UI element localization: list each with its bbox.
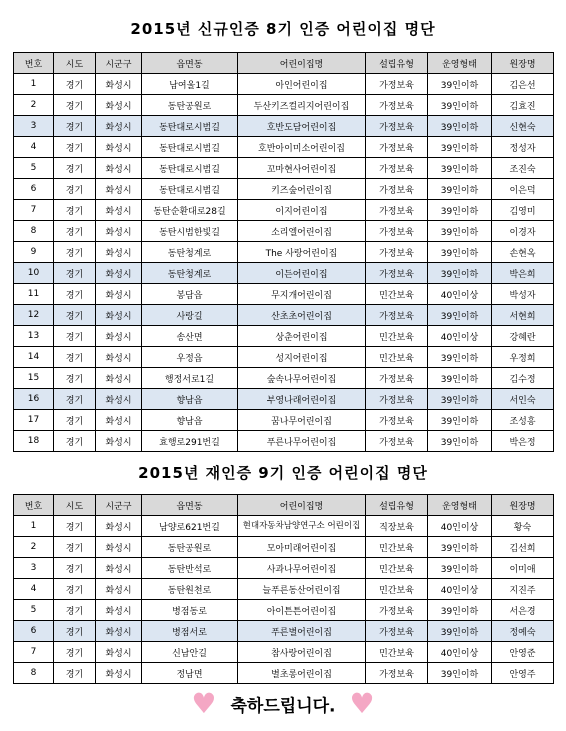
cell-director-name: 황숙 [492,516,554,537]
cell-director-name: 김수정 [492,368,554,389]
table-header-row [14,495,554,516]
cell-city: 화성시 [96,663,142,684]
cell-district: 송산면 [142,326,238,347]
header-founding-type: 설립유형 [366,53,428,74]
cell-founding-type: 가정보육 [366,621,428,642]
cell-director-name: 우정희 [492,347,554,368]
cell-daycare-name: 소리엘어린이집 [238,221,366,242]
cell-operation-type: 39인이하 [428,95,492,116]
cell-director-name: 서은경 [492,600,554,621]
cell-director-name: 조성흥 [492,410,554,431]
cell-number: 11 [14,284,54,305]
table-row [14,137,554,158]
cell-number: 5 [14,158,54,179]
cell-district: 동탄순환대로28길 [142,200,238,221]
cell-number: 7 [14,200,54,221]
cell-founding-type: 가정보육 [366,116,428,137]
cell-number: 14 [14,347,54,368]
cell-number: 3 [14,116,54,137]
table-row [14,368,554,389]
cell-director-name: 안영주 [492,663,554,684]
cell-founding-type: 직장보육 [366,516,428,537]
cell-province: 경기 [54,537,96,558]
header-province: 시도 [54,495,96,516]
cell-director-name: 강혜란 [492,326,554,347]
cell-director-name: 서인숙 [492,389,554,410]
cell-director-name: 박은정 [492,431,554,452]
cell-operation-type: 39인이하 [428,368,492,389]
cell-province: 경기 [54,389,96,410]
cell-operation-type: 39인이하 [428,242,492,263]
cell-founding-type: 가정보육 [366,263,428,284]
cell-district: 효행로291번길 [142,431,238,452]
cell-city: 화성시 [96,284,142,305]
cell-number: 4 [14,579,54,600]
cell-province: 경기 [54,579,96,600]
cell-province: 경기 [54,663,96,684]
cell-director-name: 이미애 [492,558,554,579]
cell-operation-type: 39인이하 [428,389,492,410]
cell-province: 경기 [54,137,96,158]
cell-number: 1 [14,516,54,537]
cell-province: 경기 [54,347,96,368]
cell-district: 동탄원천로 [142,579,238,600]
cell-founding-type: 민간보육 [366,579,428,600]
cell-district: 병점동로 [142,600,238,621]
header-city: 시군구 [96,495,142,516]
cell-district: 동탄대로시범길 [142,158,238,179]
heart-icon: ♥ [349,687,375,720]
cell-city: 화성시 [96,600,142,621]
cell-founding-type: 민간보육 [366,537,428,558]
cell-operation-type: 40인이상 [428,284,492,305]
header-director-name: 원장명 [492,53,554,74]
cell-city: 화성시 [96,179,142,200]
table-row [14,74,554,95]
cell-district: 향남읍 [142,410,238,431]
table-row [14,600,554,621]
table-row [14,305,554,326]
cell-district: 향남읍 [142,389,238,410]
cell-city: 화성시 [96,579,142,600]
cell-daycare-name: 푸른나무어린이집 [238,431,366,452]
table-row [14,537,554,558]
cell-operation-type: 39인이하 [428,600,492,621]
cell-founding-type: 가정보육 [366,410,428,431]
cell-city: 화성시 [96,516,142,537]
cell-number: 7 [14,642,54,663]
cell-province: 경기 [54,95,96,116]
cell-director-name: 조진숙 [492,158,554,179]
cell-district: 신남안길 [142,642,238,663]
footer-congratulations [0,687,566,720]
cell-province: 경기 [54,431,96,452]
header-daycare-name: 어린이집명 [238,53,366,74]
cell-province: 경기 [54,116,96,137]
cell-daycare-name: 두산키즈컬리지어린이집 [238,95,366,116]
cell-city: 화성시 [96,410,142,431]
cell-number: 16 [14,389,54,410]
cell-operation-type: 40인이상 [428,642,492,663]
cell-number: 1 [14,74,54,95]
cell-operation-type: 39인이하 [428,663,492,684]
cell-province: 경기 [54,242,96,263]
cell-daycare-name: 모아미래어린이집 [238,537,366,558]
cell-operation-type: 39인이하 [428,74,492,95]
table-row [14,158,554,179]
cell-operation-type: 39인이하 [428,431,492,452]
cell-province: 경기 [54,558,96,579]
cell-district: 동탄대로시범길 [142,137,238,158]
heart-icon: ♥ [191,687,217,720]
cell-operation-type: 39인이하 [428,137,492,158]
cell-city: 화성시 [96,347,142,368]
cell-operation-type: 39인이하 [428,621,492,642]
cell-daycare-name: The 사랑어린이집 [238,242,366,263]
cell-founding-type: 가정보육 [366,600,428,621]
cell-district: 동탄청계로 [142,242,238,263]
header-city: 시군구 [96,53,142,74]
header-director-name: 원장명 [492,495,554,516]
cell-number: 2 [14,95,54,116]
cell-founding-type: 민간보육 [366,284,428,305]
cell-founding-type: 가정보육 [366,663,428,684]
cell-district: 봉담읍 [142,284,238,305]
cell-director-name: 김영미 [492,200,554,221]
cell-number: 12 [14,305,54,326]
cell-daycare-name: 호반도담어린이집 [238,116,366,137]
cell-director-name: 서현희 [492,305,554,326]
cell-province: 경기 [54,368,96,389]
cell-number: 6 [14,621,54,642]
cell-director-name: 신현숙 [492,116,554,137]
cell-province: 경기 [54,410,96,431]
cell-founding-type: 가정보육 [366,200,428,221]
cell-daycare-name: 푸른별어린이집 [238,621,366,642]
cell-daycare-name: 꼬마현사어린이집 [238,158,366,179]
cell-province: 경기 [54,158,96,179]
title-re-certification: 2015년 재인증 9기 인증 어린이집 명단 [138,464,428,482]
header-number: 번호 [14,495,54,516]
cell-city: 화성시 [96,137,142,158]
cell-daycare-name: 참사랑어린이집 [238,642,366,663]
table-row [14,558,554,579]
cell-daycare-name: 이지어린이집 [238,200,366,221]
cell-operation-type: 39인이하 [428,263,492,284]
cell-operation-type: 40인이상 [428,326,492,347]
table-row [14,263,554,284]
cell-founding-type: 가정보육 [366,137,428,158]
cell-province: 경기 [54,263,96,284]
cell-founding-type: 가정보육 [366,221,428,242]
cell-director-name: 지진주 [492,579,554,600]
cell-founding-type: 가정보육 [366,305,428,326]
cell-daycare-name: 상춘어린이집 [238,326,366,347]
cell-operation-type: 39인이하 [428,410,492,431]
cell-district: 남여울1길 [142,74,238,95]
header-number: 번호 [14,53,54,74]
cell-number: 4 [14,137,54,158]
cell-city: 화성시 [96,200,142,221]
table-header-row [14,53,554,74]
cell-district: 동탄반석로 [142,558,238,579]
cell-number: 13 [14,326,54,347]
cell-daycare-name: 숲속나무어린이집 [238,368,366,389]
table-row [14,284,554,305]
cell-district: 정남면 [142,663,238,684]
re-certification-table [13,494,554,684]
cell-daycare-name: 성지어린이집 [238,347,366,368]
new-certification-table [13,52,554,452]
cell-city: 화성시 [96,242,142,263]
cell-daycare-name: 아이튼튼어린이집 [238,600,366,621]
cell-city: 화성시 [96,221,142,242]
cell-operation-type: 39인이하 [428,221,492,242]
table-row [14,221,554,242]
cell-city: 화성시 [96,305,142,326]
cell-founding-type: 가정보육 [366,74,428,95]
cell-city: 화성시 [96,74,142,95]
cell-daycare-name: 현대자동차남양연구소 어린이집 [238,516,366,537]
cell-province: 경기 [54,326,96,347]
cell-director-name: 안영준 [492,642,554,663]
cell-operation-type: 40인이상 [428,516,492,537]
cell-daycare-name: 아인어린이집 [238,74,366,95]
table-row [14,347,554,368]
cell-district: 남양로621번길 [142,516,238,537]
table-row [14,579,554,600]
cell-city: 화성시 [96,537,142,558]
cell-city: 화성시 [96,116,142,137]
footer-text: 축하드립니다. [230,696,336,717]
cell-founding-type: 민간보육 [366,326,428,347]
cell-director-name: 박은희 [492,263,554,284]
cell-daycare-name: 사과나무어린이집 [238,558,366,579]
cell-daycare-name: 이든어린이집 [238,263,366,284]
cell-district: 동탄시범한빛길 [142,221,238,242]
cell-province: 경기 [54,179,96,200]
cell-district: 동탄청계로 [142,263,238,284]
table-row [14,389,554,410]
header-province: 시도 [54,53,96,74]
header-district: 읍면동 [142,495,238,516]
cell-province: 경기 [54,621,96,642]
cell-district: 사랑길 [142,305,238,326]
cell-district: 동탄공원로 [142,95,238,116]
cell-operation-type: 39인이하 [428,200,492,221]
cell-city: 화성시 [96,158,142,179]
cell-province: 경기 [54,516,96,537]
cell-number: 17 [14,410,54,431]
header-operation-type: 운영형태 [428,53,492,74]
cell-director-name: 정예숙 [492,621,554,642]
cell-operation-type: 39인이하 [428,305,492,326]
cell-operation-type: 39인이하 [428,537,492,558]
cell-city: 화성시 [96,558,142,579]
cell-number: 18 [14,431,54,452]
cell-director-name: 김은선 [492,74,554,95]
cell-director-name: 김선희 [492,537,554,558]
table-row [14,410,554,431]
cell-province: 경기 [54,600,96,621]
cell-director-name: 손현옥 [492,242,554,263]
cell-founding-type: 민간보육 [366,347,428,368]
cell-city: 화성시 [96,326,142,347]
cell-number: 6 [14,179,54,200]
cell-city: 화성시 [96,263,142,284]
cell-director-name: 이은덕 [492,179,554,200]
cell-founding-type: 가정보육 [366,158,428,179]
cell-operation-type: 39인이하 [428,116,492,137]
cell-operation-type: 39인이하 [428,558,492,579]
cell-daycare-name: 산초초어린이집 [238,305,366,326]
table-row [14,621,554,642]
table-row [14,431,554,452]
cell-operation-type: 39인이하 [428,158,492,179]
cell-daycare-name: 키즈숲어린이집 [238,179,366,200]
header-operation-type: 운영형태 [428,495,492,516]
cell-founding-type: 가정보육 [366,368,428,389]
cell-city: 화성시 [96,621,142,642]
cell-district: 행정서로1길 [142,368,238,389]
cell-founding-type: 가정보육 [366,95,428,116]
cell-daycare-name: 별초롱어린이집 [238,663,366,684]
cell-operation-type: 39인이하 [428,179,492,200]
cell-daycare-name: 늘푸른동산어린이집 [238,579,366,600]
table-row [14,116,554,137]
cell-district: 우정읍 [142,347,238,368]
cell-city: 화성시 [96,642,142,663]
header-daycare-name: 어린이집명 [238,495,366,516]
cell-daycare-name: 무지개어린이집 [238,284,366,305]
header-district: 읍면동 [142,53,238,74]
table-row [14,200,554,221]
cell-number: 15 [14,368,54,389]
cell-city: 화성시 [96,431,142,452]
cell-founding-type: 가정보육 [366,242,428,263]
table-row [14,642,554,663]
cell-number: 10 [14,263,54,284]
cell-director-name: 이경자 [492,221,554,242]
cell-district: 동탄대로시범길 [142,116,238,137]
cell-director-name: 김효진 [492,95,554,116]
cell-director-name: 정성자 [492,137,554,158]
table-row [14,95,554,116]
cell-number: 8 [14,663,54,684]
cell-number: 2 [14,537,54,558]
cell-daycare-name: 꿈나무어린이집 [238,410,366,431]
cell-founding-type: 가정보육 [366,389,428,410]
cell-city: 화성시 [96,368,142,389]
table-row [14,663,554,684]
cell-district: 동탄공원로 [142,537,238,558]
cell-city: 화성시 [96,389,142,410]
cell-operation-type: 40인이상 [428,579,492,600]
table-row [14,242,554,263]
cell-number: 3 [14,558,54,579]
cell-number: 5 [14,600,54,621]
cell-founding-type: 가정보육 [366,431,428,452]
cell-founding-type: 민간보육 [366,642,428,663]
cell-city: 화성시 [96,95,142,116]
cell-daycare-name: 부영나래어린이집 [238,389,366,410]
table-row [14,179,554,200]
cell-province: 경기 [54,284,96,305]
title-new-certification: 2015년 신규인증 8기 인증 어린이집 명단 [130,20,436,38]
cell-district: 동탄대로시범길 [142,179,238,200]
header-founding-type: 설립유형 [366,495,428,516]
cell-district: 병점서로 [142,621,238,642]
cell-province: 경기 [54,642,96,663]
cell-province: 경기 [54,74,96,95]
cell-number: 9 [14,242,54,263]
cell-daycare-name: 호반아이미소어린이집 [238,137,366,158]
cell-number: 8 [14,221,54,242]
cell-founding-type: 민간보육 [366,558,428,579]
table-row [14,516,554,537]
cell-province: 경기 [54,221,96,242]
cell-province: 경기 [54,200,96,221]
cell-founding-type: 가정보육 [366,179,428,200]
cell-province: 경기 [54,305,96,326]
cell-operation-type: 39인이하 [428,347,492,368]
table-row [14,326,554,347]
cell-director-name: 박성자 [492,284,554,305]
